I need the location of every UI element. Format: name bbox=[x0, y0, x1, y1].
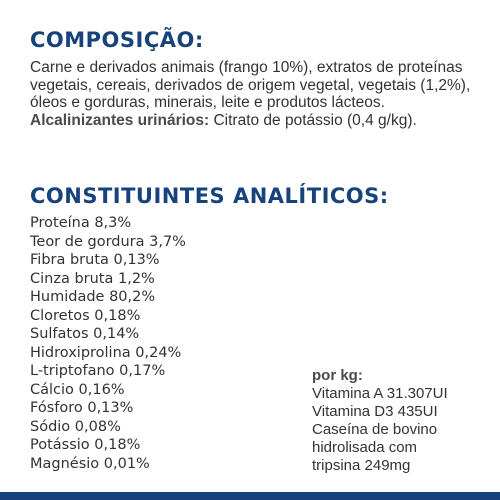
composition-text bbox=[30, 59, 485, 129]
per-kg-label: por kg: bbox=[312, 367, 363, 384]
constituent-item: Fósforo 0,13% bbox=[30, 400, 134, 416]
per-kg-line: Vitamina A 31.307UI bbox=[312, 385, 448, 402]
analytical-constituents-list bbox=[30, 214, 186, 473]
constituent-item: Humidade 80,2% bbox=[30, 289, 156, 305]
alkalinizers-value: Citrato de potássio (0,4 g/kg). bbox=[209, 111, 417, 129]
per-kg-line: Vitamina D3 435UI bbox=[312, 403, 438, 420]
constituent-item: Proteína 8,3% bbox=[30, 215, 132, 231]
per-kg-line: tripsina 249mg bbox=[312, 457, 411, 474]
constituent-item: Sulfatos 0,14% bbox=[30, 326, 140, 342]
per-kg-line: Caseína de bovino bbox=[312, 421, 438, 438]
constituent-item: Cloretos 0,18% bbox=[30, 307, 141, 324]
per-kg-block bbox=[312, 367, 448, 475]
constituent-item: Cinza bruta 1,2% bbox=[30, 270, 155, 287]
per-kg-line: hidrolisada com bbox=[312, 439, 418, 456]
bottom-accent-bar bbox=[0, 492, 500, 500]
ingredients-text: Carne e derivados animais (frango 10%), extratos de proteínas vegetais, cereais, derivados de origem vegetal, vegetais (1,2%), óleos e gorduras, minerais, leite e produtos lácteos. bbox=[30, 59, 471, 111]
constituent-item: Cálcio 0,16% bbox=[30, 381, 125, 398]
analytical-constituents-heading: CONSTITUINTES ANALÍTICOS: bbox=[30, 184, 389, 208]
composition-heading: COMPOSIÇÃO: bbox=[30, 28, 204, 52]
constituent-item: Fibra bruta 0,13% bbox=[30, 252, 160, 268]
alkalinizers-label: Alcalinizantes urinários: bbox=[30, 111, 210, 129]
constituent-item: Hidroxiprolina 0,24% bbox=[30, 344, 182, 361]
constituent-item: Sódio 0,08% bbox=[30, 418, 121, 435]
constituent-item: L-triptofano 0,17% bbox=[30, 363, 166, 379]
constituent-item: Magnésio 0,01% bbox=[30, 455, 150, 472]
constituent-item: Teor de gordura 3,7% bbox=[30, 233, 186, 250]
constituent-item: Potássio 0,18% bbox=[30, 437, 141, 453]
